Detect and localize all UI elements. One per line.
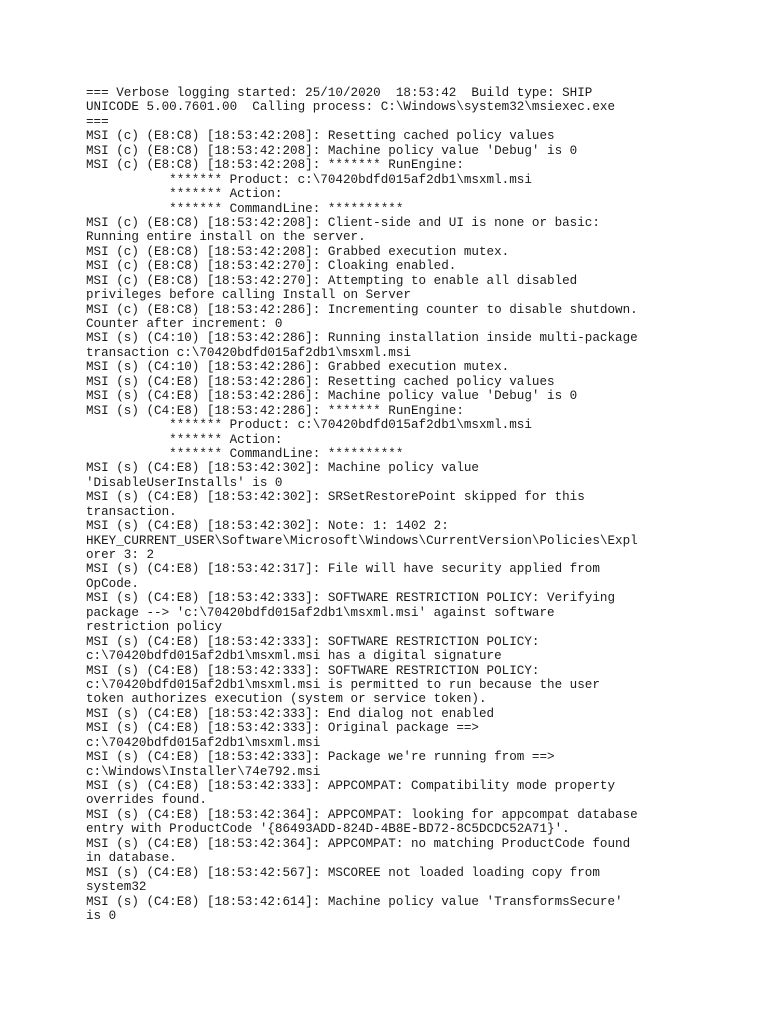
log-line: MSI (s) (C4:E8) [18:53:42:317]: File will have security applied from — [86, 562, 600, 577]
log-line: MSI (s) (C4:E8) [18:53:42:302]: SRSetRestorePoint skipped for this — [86, 490, 585, 505]
log-line: ******* Product: c:\70420bdfd015af2db1\msxml.msi — [86, 418, 532, 433]
log-line: c:\70420bdfd015af2db1\msxml.msi — [86, 735, 321, 750]
log-line: MSI (s) (C4:E8) [18:53:42:364]: APPCOMPAT: no matching ProductCode found — [86, 836, 631, 851]
log-line: MSI (s) (C4:E8) [18:53:42:302]: Note: 1: 1402 2: — [86, 519, 449, 534]
log-line: c:\70420bdfd015af2db1\msxml.msi has a digital signature — [86, 649, 502, 664]
log-line: MSI (c) (E8:C8) [18:53:42:208]: ******* RunEngine: — [86, 158, 464, 173]
log-line: UNICODE 5.00.7601.00 Calling process: C:\Windows\system32\msiexec.exe — [86, 100, 616, 115]
log-line: orer 3: 2 — [86, 548, 155, 562]
log-line: transaction c:\70420bdfd015af2db1\msxml.msi — [86, 345, 411, 360]
log-line: MSI (s) (C4:E8) [18:53:42:333]: Package we're running from ==> — [86, 750, 555, 765]
log-line: c:\70420bdfd015af2db1\msxml.msi is permitted to run because the user — [86, 677, 600, 692]
log-line: privileges before calling Install on Server — [86, 288, 411, 303]
log-line: MSI (c) (E8:C8) [18:53:42:208]: Client-side and UI is none or basic: — [86, 215, 600, 230]
log-line: MSI (c) (E8:C8) [18:53:42:270]: Cloaking enabled. — [86, 259, 457, 274]
log-line: MSI (s) (C4:E8) [18:53:42:364]: APPCOMPAT: looking for appcompat database — [86, 807, 638, 822]
log-line: package --> 'c:\70420bdfd015af2db1\msxml.msi' against software — [86, 605, 555, 620]
log-line: MSI (s) (C4:E8) [18:53:42:333]: End dialog not enabled — [86, 706, 495, 721]
log-line: c:\Windows\Installer\74e792.msi — [86, 764, 321, 779]
log-line: is 0 — [86, 908, 117, 923]
log-line: restriction policy — [86, 620, 223, 635]
log-line: MSI (s) (C4:10) [18:53:42:286]: Running installation inside multi-package — [86, 331, 638, 346]
log-line: entry with ProductCode '{86493ADD-824D-4B8E-BD72-8C5DCDC52A71}'. — [86, 822, 570, 837]
log-line: MSI (s) (C4:E8) [18:53:42:286]: ******* RunEngine: — [86, 403, 464, 418]
log-line: MSI (s) (C4:E8) [18:53:42:333]: APPCOMPAT: Compatibility mode property — [86, 779, 616, 793]
log-line: Counter after increment: 0 — [86, 317, 283, 331]
log-line: MSI (s) (C4:E8) [18:53:42:333]: SOFTWARE RESTRICTION POLICY: Verifying — [86, 591, 616, 606]
log-line: MSI (s) (C4:E8) [18:53:42:333]: Original package ==> — [86, 721, 479, 736]
log-line: in database. — [86, 851, 177, 866]
log-line: MSI (s) (C4:E8) [18:53:42:286]: Resetting cached policy values — [86, 374, 555, 389]
log-line: MSI (c) (E8:C8) [18:53:42:270]: Attempting to enable all disabled — [86, 273, 578, 288]
log-line: 'DisableUserInstalls' is 0 — [86, 475, 283, 490]
log-line: MSI (s) (C4:E8) [18:53:42:333]: SOFTWARE RESTRICTION POLICY: — [86, 634, 540, 649]
log-line: MSI (c) (E8:C8) [18:53:42:208]: Resetting cached policy values — [86, 129, 555, 144]
log-line: MSI (s) (C4:E8) [18:53:42:567]: MSCOREE not loaded loading copy from — [86, 865, 600, 880]
log-line: MSI (s) (C4:E8) [18:53:42:614]: Machine policy value 'TransformsSecure' — [86, 894, 623, 909]
log-line: token authorizes execution (system or service token). — [86, 692, 487, 707]
log-line: === — [86, 114, 109, 129]
log-text — [86, 86, 726, 923]
log-line: ******* Action: — [86, 187, 283, 202]
log-line: MSI (s) (C4:10) [18:53:42:286]: Grabbed execution mutex. — [86, 360, 510, 375]
log-line: ******* Action: — [86, 432, 283, 447]
log-line: OpCode. — [86, 576, 139, 591]
log-line: MSI (c) (E8:C8) [18:53:42:286]: Incrementing counter to disable shutdown. — [86, 302, 638, 317]
log-line: MSI (c) (E8:C8) [18:53:42:208]: Machine policy value 'Debug' is 0 — [86, 143, 578, 158]
log-line: overrides found. — [86, 793, 207, 808]
log-line: MSI (s) (C4:E8) [18:53:42:302]: Machine policy value — [86, 461, 479, 476]
log-line: MSI (s) (C4:E8) [18:53:42:286]: Machine policy value 'Debug' is 0 — [86, 389, 578, 404]
log-line: HKEY_CURRENT_USER\Software\Microsoft\Windows\CurrentVersion\Policies\Expl — [86, 533, 638, 548]
log-line: ******* CommandLine: ********** — [86, 201, 404, 216]
log-line: ******* CommandLine: ********** — [86, 446, 404, 461]
log-line: transaction. — [86, 504, 177, 519]
log-line: === Verbose logging started: 25/10/2020 18:53:42 Build type: SHIP — [86, 86, 593, 100]
log-line: Running entire install on the server. — [86, 230, 366, 245]
log-line: MSI (c) (E8:C8) [18:53:42:208]: Grabbed execution mutex. — [86, 244, 510, 259]
log-line: ******* Product: c:\70420bdfd015af2db1\msxml.msi — [86, 172, 532, 187]
log-line: MSI (s) (C4:E8) [18:53:42:333]: SOFTWARE RESTRICTION POLICY: — [86, 663, 540, 678]
log-line: system32 — [86, 880, 147, 895]
